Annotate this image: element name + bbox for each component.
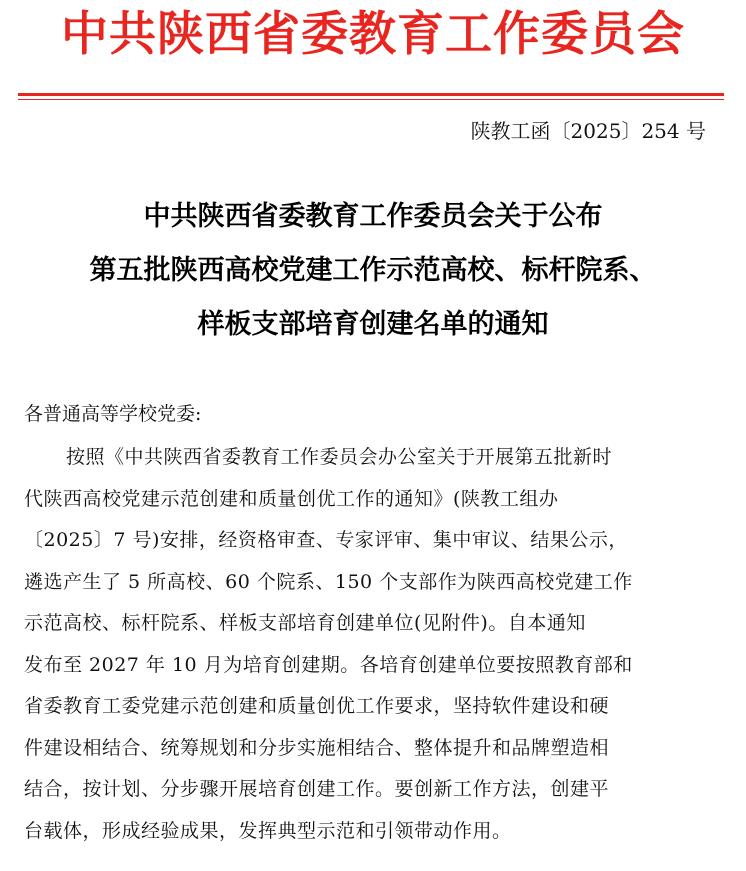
document-title <box>0 190 746 352</box>
body-line: 遴选产生了 5 所高校、60 个院系、150 个支部作为陕西高校党建工作 <box>24 570 633 593</box>
masthead-organization: 中共陕西省委教育工作委员会 <box>61 7 685 62</box>
title-line-2: 第五批陕西高校党建工作示范高校、标杆院系、 <box>89 255 657 286</box>
salutation: 各普通高等学校党委: <box>24 403 202 425</box>
body-paragraph <box>24 437 714 852</box>
masthead-red-rule <box>18 93 724 96</box>
title-line-1: 中共陕西省委教育工作委员会关于公布 <box>143 201 603 232</box>
masthead-red-rule-thin <box>18 99 724 100</box>
body-line: 省委教育工委党建示范创建和质量创优工作要求，坚持软件建设和硬 <box>24 695 610 717</box>
body-line: 按照《中共陕西省委教育工作委员会办公室关于开展第五批新时 <box>66 446 613 468</box>
body-line: 示范高校、标杆院系、样板支部培育创建单位(见附件)。自本通知 <box>24 612 586 634</box>
body-line: 发布至 2027 年 10 月为培育创建期。各培育创建单位要按照教育部和 <box>24 653 633 676</box>
document-number: 陕教工函〔2025〕254 号 <box>470 119 706 143</box>
body-line: 结合，按计划、分步骤开展培育创建工作。要创新工作方法，创建平 <box>24 778 610 800</box>
body-line: 代陕西高校党建示范创建和质量创优工作的通知》(陕教工组办 <box>24 487 559 510</box>
title-line-3: 样板支部培育创建名单的通知 <box>197 309 549 340</box>
body-line: 件建设相结合、统筹规划和分步实施相结合、整体提升和品牌塑造相 <box>24 736 610 759</box>
body-line: 台载体，形成经验成果，发挥典型示范和引领带动作用。 <box>24 819 512 842</box>
body-line: 〔2025〕7 号)安排，经资格审查、专家评审、集中审议、结果公示， <box>24 529 628 551</box>
